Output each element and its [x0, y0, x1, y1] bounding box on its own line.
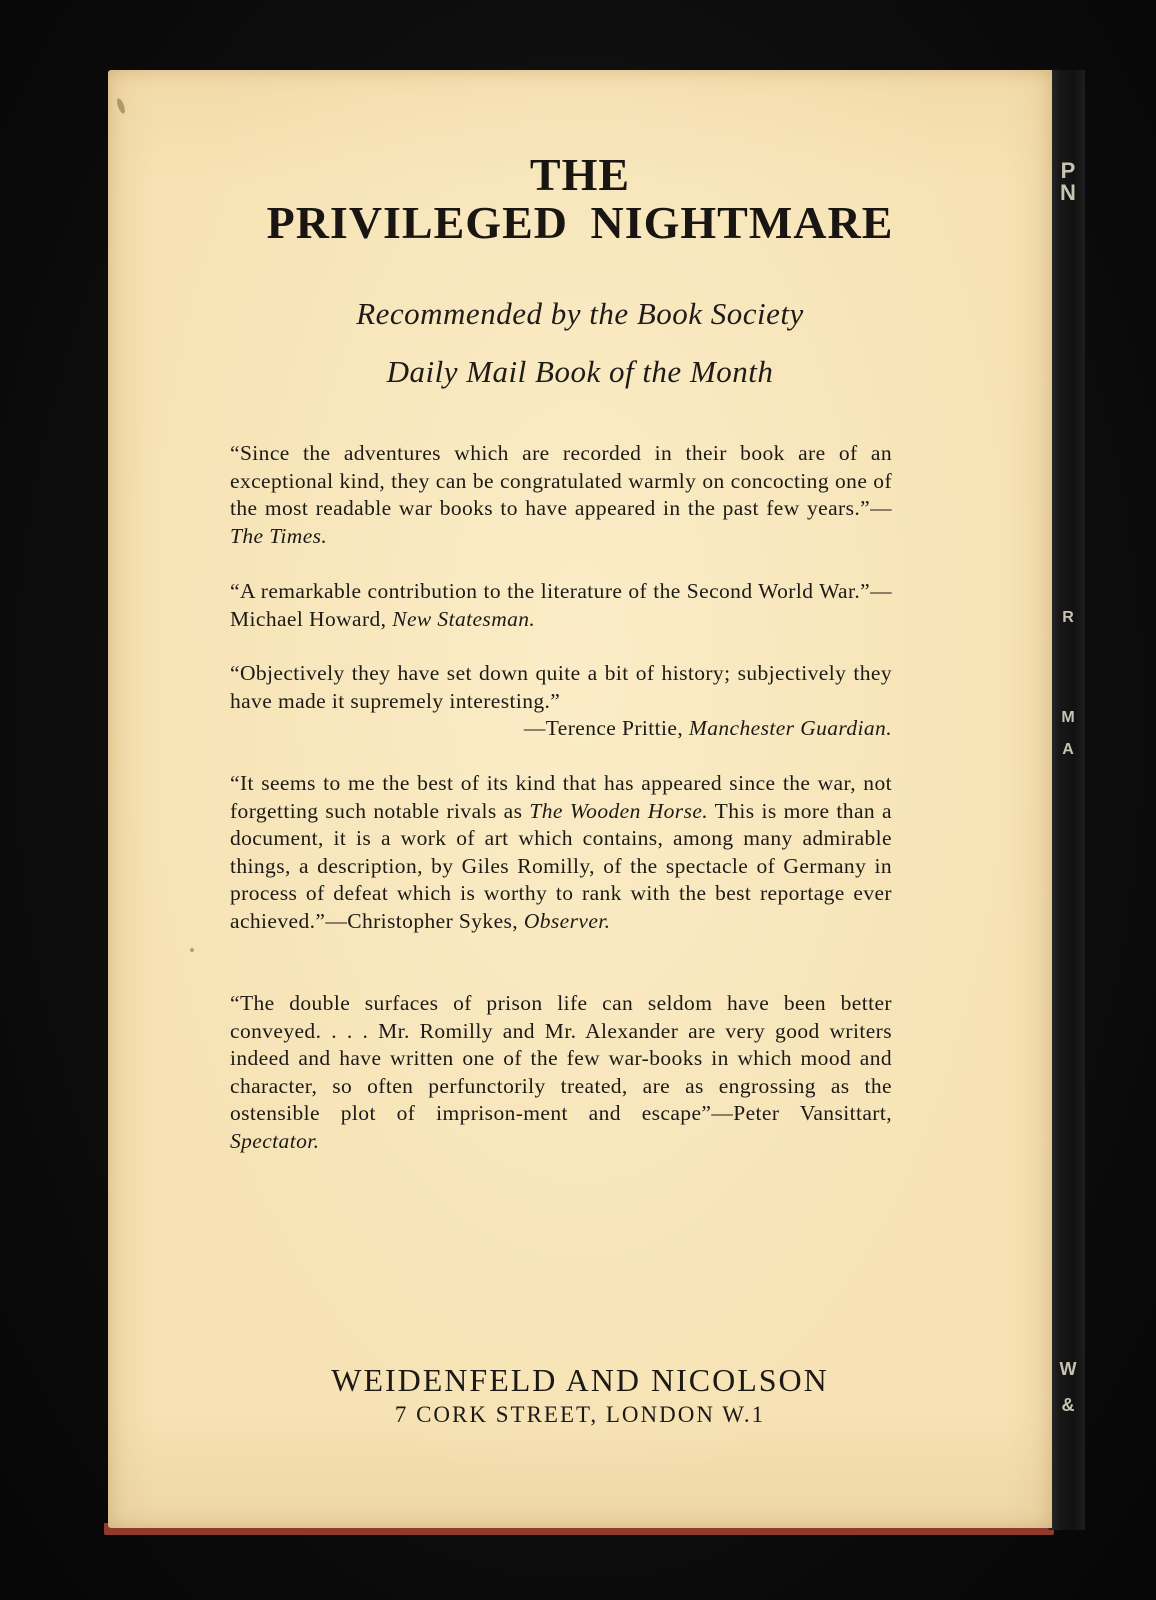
review-source: Manchester Guardian. — [688, 716, 892, 740]
spine-lettering-top: P N — [1060, 158, 1076, 205]
recommendation-book-society: Recommended by the Book Society — [356, 296, 804, 331]
review-quote — [230, 660, 892, 743]
review-text: “It seems to me the best of its kind that has appeared since the war, not forgetting such notable rivals as — [230, 771, 892, 823]
review-quote — [230, 578, 892, 633]
reviewer-name: Michael Howard, — [230, 606, 387, 631]
review-attribution — [230, 715, 892, 743]
publisher-name: WEIDENFELD AND NICOLSON — [331, 1362, 829, 1398]
spine-lettering-middle: R — [1062, 609, 1074, 626]
back-cover-text — [108, 70, 1052, 1528]
reviewer-name: Peter Vansittart, — [733, 1101, 892, 1125]
review-dash: — — [870, 579, 892, 603]
review-source: Observer. — [523, 908, 611, 933]
review-text-continued: This is more than a document, it is a work of art which contains, among many admirable things, a description, by Giles Romilly, of the spectacle of Germany in process of defeat which is worthy to rank with the best reportage ever achieved.” — [230, 798, 892, 933]
reviewer-name: Christopher Sykes, — [347, 908, 519, 933]
review-source: The Times. — [230, 523, 328, 548]
review-quote — [230, 440, 892, 550]
review-text: “Objectively they have set down quite a bit of history; subjectively they have made it supremely interesting.” — [230, 661, 892, 713]
review-dash: — — [325, 908, 348, 933]
review-text: “Since the adventures which are recorded in their book are of an exceptional kind, they can be congratulated warmly on concocting one of the most readable war books to have appeared in the past few years.” — [230, 441, 892, 520]
spine-lettering-publisher: W & — [1059, 1359, 1077, 1415]
spine-lettering-author: M A — [1061, 709, 1075, 758]
review-title-reference: The Wooden Horse. — [529, 798, 709, 823]
book-title-line-1: THE — [529, 149, 631, 200]
review-source: New Statesman. — [392, 606, 536, 631]
review-dash: — — [870, 496, 892, 520]
book-spine — [1048, 70, 1085, 1530]
book — [104, 70, 1076, 1540]
recommendation-daily-mail: Daily Mail Book of the Month — [386, 354, 774, 389]
book-title-line-2: PRIVILEGED NIGHTMARE — [266, 197, 894, 248]
review-quote — [230, 770, 892, 935]
review-source: Spectator. — [230, 1128, 320, 1153]
review-text: “A remarkable contribution to the literature of the Second World War.” — [230, 579, 871, 603]
review-quote — [230, 990, 892, 1155]
review-text: “The double surfaces of prison life can seldom have been better conveyed. . . . Mr. Romilly and Mr. Alexander are very good writers indeed and have written one of the few war-books in which mood and character, so often perfunctorily treated, are as engrossing as the ostensible plot of imprison-ment and escape” — [230, 991, 892, 1125]
review-dash: — — [711, 1101, 734, 1125]
reviewer-name: Terence Prittie, — [545, 716, 684, 740]
publisher-address: 7 CORK STREET, LONDON W.1 — [394, 1402, 766, 1427]
review-dash: — — [523, 716, 546, 740]
